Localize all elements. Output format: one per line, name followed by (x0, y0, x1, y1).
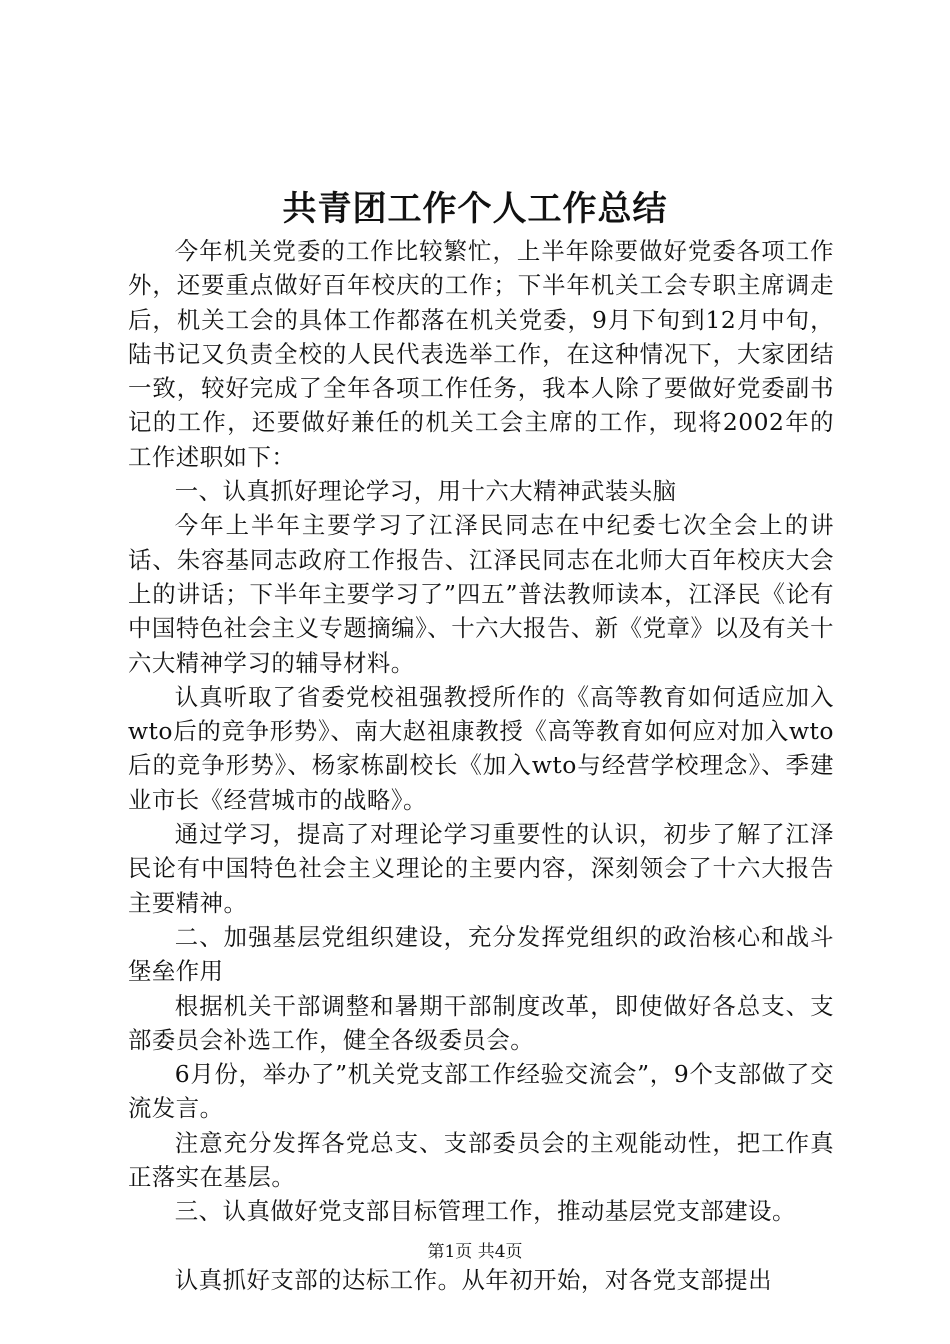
section-heading-1: 一、认真抓好理论学习，用十六大精神武装头脑 (174, 477, 677, 506)
paragraph-initiative: 注意充分发挥各党总支、支部委员会的主观能动性，把工作真正落实在基层。 (128, 1128, 834, 1192)
paragraph-committee: 根据机关干部调整和暑期干部制度改革，即使做好各总支、支部委员会补选工作，健全各级委员会。 (128, 991, 834, 1054)
section-heading-2: 二、加强基层党组织建设，充分发挥党组织的政治核心和战斗堡垒作用 (128, 922, 834, 986)
paragraph-branch-standard: 认真抓好支部的达标工作。从年初开始，对各党支部提出 (174, 1265, 773, 1294)
paragraph-study-result: 通过学习，提高了对理论学习重要性的认识，初步了解了江泽民论有中国特色社会主义理论的主要内容，深刻领会了十六大报告主要精神。 (128, 820, 834, 917)
document-title: 共青团工作个人工作总结 (282, 189, 668, 229)
page-footer: 第1页 共4页 (427, 1242, 523, 1262)
paragraph-study-content: 今年上半年主要学习了江泽民同志在中纪委七次全会上的讲话、朱容基同志政府工作报告、江泽民同志在北师大百年校庆大会上的讲话；下半年主要学习了”四五”普法教师读本，江泽民《论有中国特色社会主义专题摘编》、十六大报告、新《党章》以及有关十六大精神学习的辅导材料。 (128, 511, 834, 677)
document-body (128, 234, 834, 1297)
paragraph-exchange-meeting: 6月份，举办了”机关党支部工作经验交流会”，9个支部做了交流发言。 (128, 1060, 834, 1123)
section-heading-3: 三、认真做好党支部目标管理工作，推动基层党支部建设。 (174, 1197, 796, 1226)
paragraph-intro: 今年机关党委的工作比较繁忙，上半年除要做好党委各项工作外，还要重点做好百年校庆的工作；下半年机关工会专职主席调走后，机关工会的具体工作都落在机关党委，9月下旬到12月中旬，陆书记又负责全校的人民代表选举工作，在这种情况下，大家团结一致，较好完成了全年各项工作任务，我本人除了要做好党委副书记的工作，还要做好兼任的机关工会主席的工作，现将2002年的工作述职如下： (128, 237, 834, 471)
paragraph-lectures: 认真听取了省委党校祖强教授所作的《高等教育如何适应加入wto后的竞争形势》、南大赵祖康教授《高等教育如何应对加入wto后的竞争形势》、杨家栋副校长《加入wto与经营学校理念》、季建业市长《经营城市的战略》。 (128, 682, 834, 814)
